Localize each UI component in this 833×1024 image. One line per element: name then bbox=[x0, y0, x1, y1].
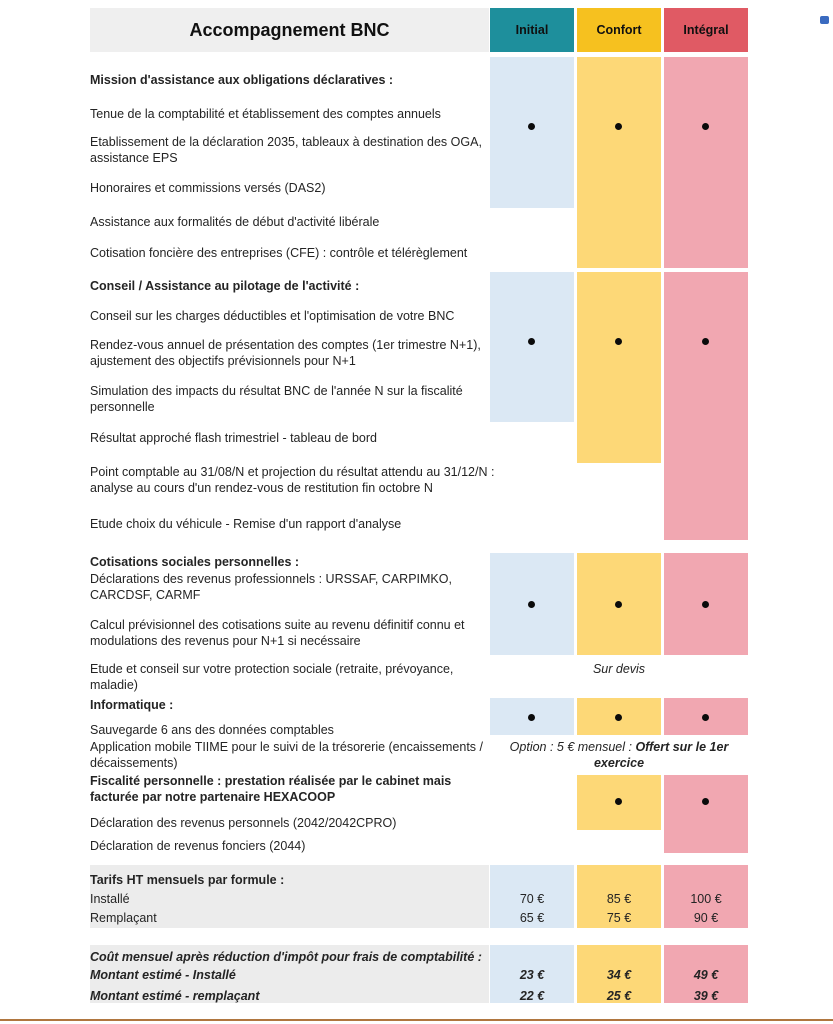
included-dot-icon bbox=[615, 338, 622, 345]
price-value: 34 € bbox=[606, 968, 632, 982]
option-price-text: Option : 5 € mensuel : bbox=[509, 740, 636, 754]
included-dot-icon bbox=[528, 123, 535, 130]
section-heading-conseil: Conseil / Assistance au pilotage de l'activité : bbox=[90, 279, 360, 293]
included-dot-icon bbox=[615, 601, 622, 608]
included-dot-icon bbox=[702, 798, 709, 805]
column-header-initial: Initial bbox=[490, 8, 574, 52]
price-value: 49 € bbox=[693, 968, 719, 982]
included-dot-icon bbox=[528, 601, 535, 608]
price-value: 70 € bbox=[519, 892, 545, 906]
service-item: Simulation des impacts du résultat BNC de l'année N sur la fiscalité personnelle bbox=[90, 384, 463, 414]
initial-block-conseil bbox=[490, 272, 574, 422]
price-value: 75 € bbox=[606, 911, 632, 925]
bottom-divider bbox=[0, 1019, 833, 1021]
included-dot-icon bbox=[702, 338, 709, 345]
page-title: Accompagnement BNC bbox=[90, 8, 489, 52]
price-value: 23 € bbox=[519, 968, 545, 982]
integral-block-fiscalite bbox=[664, 775, 748, 853]
service-item: Etude choix du véhicule - Remise d'un rapport d'analyse bbox=[90, 517, 402, 531]
section-heading-mission: Mission d'assistance aux obligations déclaratives : bbox=[90, 73, 394, 87]
service-item: Point comptable au 31/08/N et projection du résultat attendu au 31/12/N : analyse au cours d'un rendez-vous de restitution fin octobre N bbox=[90, 465, 495, 495]
service-item: Calcul prévisionnel des cotisations suite au revenu définitif connu et modulations des revenus pour N+1 si necéssaire bbox=[90, 618, 465, 648]
column-header-integral: Intégral bbox=[664, 8, 748, 52]
included-dot-icon bbox=[702, 123, 709, 130]
price-row-label: Montant estimé - Installé bbox=[90, 968, 236, 982]
service-item: Application mobile TIIME pour le suivi de la trésorerie (encaissements / décaissements) bbox=[90, 740, 483, 770]
service-item: Rendez-vous annuel de présentation des comptes (1er trimestre N+1), ajustement des objectifs prévisionnels pour N+1 bbox=[90, 338, 481, 368]
section-heading-fiscalite: Fiscalité personnelle : prestation réalisée par le cabinet mais facturée par notre partenaire HEXACOOP bbox=[90, 774, 452, 804]
price-value: 39 € bbox=[693, 989, 719, 1003]
price-value: 25 € bbox=[606, 989, 632, 1003]
service-item: Cotisation foncière des entreprises (CFE) : contrôle et télérèglement bbox=[90, 246, 468, 260]
included-dot-icon bbox=[702, 714, 709, 721]
service-item: Déclarations des revenus professionnels : URSSAF, CARPIMKO, CARCDSF, CARMF bbox=[90, 572, 452, 602]
corner-blue-mark-icon bbox=[820, 16, 829, 24]
included-dot-icon bbox=[528, 714, 535, 721]
integral-block-conseil bbox=[664, 272, 748, 540]
confort-block-mission bbox=[577, 57, 661, 268]
included-dot-icon bbox=[615, 798, 622, 805]
service-item: Déclaration des revenus personnels (2042/2042CPRO) bbox=[90, 816, 397, 830]
section-heading-cout: Coût mensuel après réduction d'impôt pour frais de comptabilité : bbox=[90, 950, 482, 964]
price-value: 65 € bbox=[519, 911, 545, 925]
service-item: Etablissement de la déclaration 2035, tableaux à destination des OGA, assistance EPS bbox=[90, 135, 482, 165]
tiime-option-note bbox=[488, 739, 750, 771]
section-heading-tarifs: Tarifs HT mensuels par formule : bbox=[90, 873, 285, 887]
included-dot-icon bbox=[615, 714, 622, 721]
initial-block-mission bbox=[490, 57, 574, 208]
section-heading-cotisations: Cotisations sociales personnelles : bbox=[90, 555, 300, 569]
price-row-label: Montant estimé - remplaçant bbox=[90, 989, 260, 1003]
price-value: 22 € bbox=[519, 989, 545, 1003]
price-value: 85 € bbox=[606, 892, 632, 906]
service-item: Assistance aux formalités de début d'activité libérale bbox=[90, 215, 380, 229]
included-dot-icon bbox=[528, 338, 535, 345]
included-dot-icon bbox=[702, 601, 709, 608]
service-item: Sauvegarde 6 ans des données comptables bbox=[90, 723, 334, 737]
price-value: 90 € bbox=[693, 911, 719, 925]
service-item: Conseil sur les charges déductibles et l'optimisation de votre BNC bbox=[90, 309, 455, 323]
service-item: Tenue de la comptabilité et établissement des comptes annuels bbox=[90, 107, 441, 121]
sur-devis-note: Sur devis bbox=[592, 662, 646, 676]
section-heading-informatique: Informatique : bbox=[90, 698, 174, 712]
integral-block-mission bbox=[664, 57, 748, 268]
service-item: Déclaration de revenus fonciers (2044) bbox=[90, 839, 306, 853]
service-item: Etude et conseil sur votre protection sociale (retraite, prévoyance, maladie) bbox=[90, 662, 454, 692]
service-item: Honoraires et commissions versés (DAS2) bbox=[90, 181, 326, 195]
price-value: 100 € bbox=[690, 892, 722, 906]
included-dot-icon bbox=[615, 123, 622, 130]
option-offer-text: Offert sur le 1er exercice bbox=[593, 740, 729, 770]
price-row-label: Installé bbox=[90, 892, 130, 906]
confort-block-conseil bbox=[577, 272, 661, 463]
column-header-confort: Confort bbox=[577, 8, 661, 52]
service-item: Résultat approché flash trimestriel - tableau de bord bbox=[90, 431, 377, 445]
price-row-label: Remplaçant bbox=[90, 911, 157, 925]
